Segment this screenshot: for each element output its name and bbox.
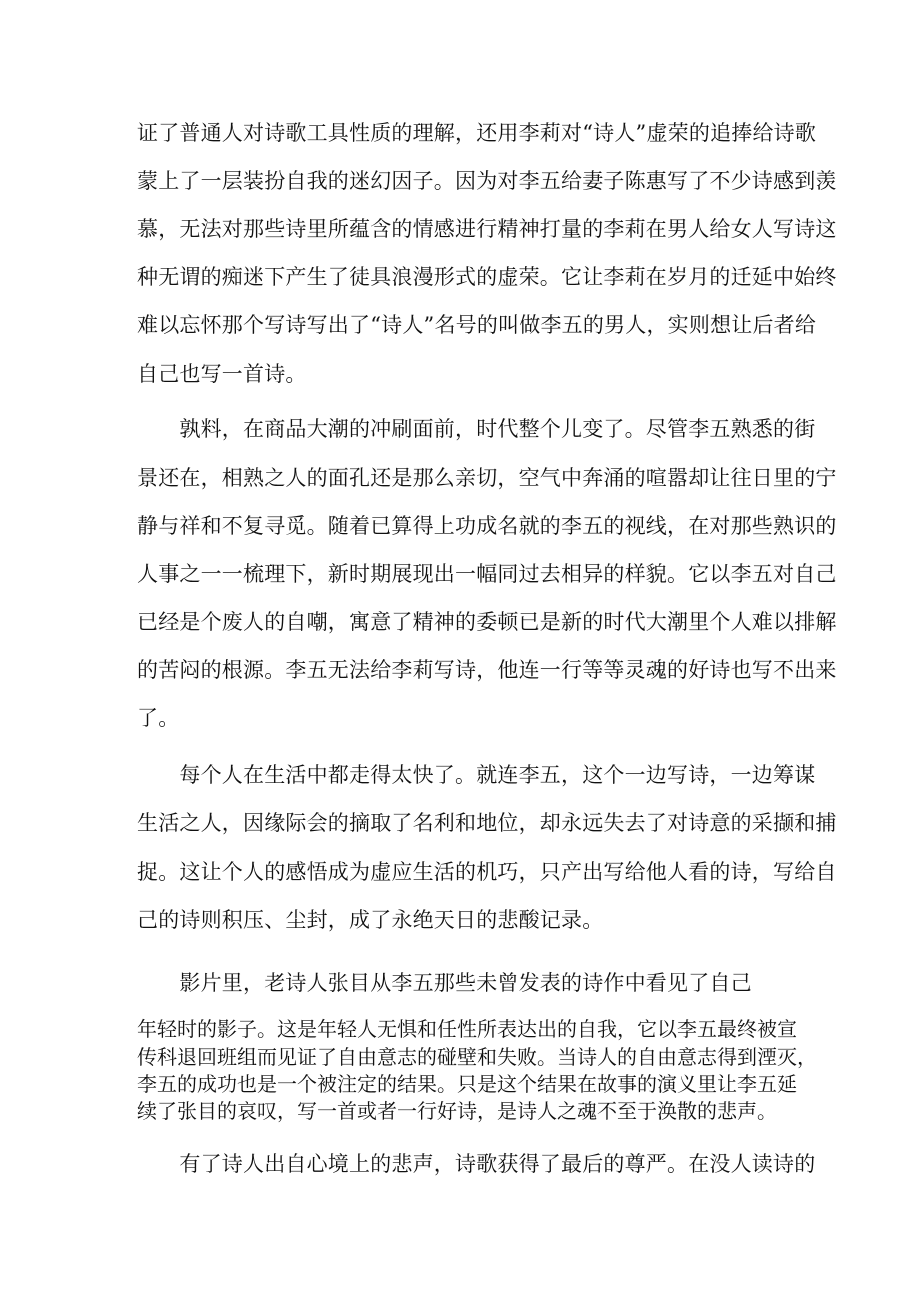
text-line: 生活之人，因缘际会的摘取了名利和地位，却永远失去了对诗意的采撷和捕 (137, 811, 837, 835)
text-line: 蒙上了一层装扮自我的迷幻因子。因为对李五给妻子陈惠写了不少诗感到羡 (137, 169, 837, 193)
text-line: 的苦闷的根源。李五无法给李莉写诗，他连一行等等灵魂的好诗也写不出来 (137, 658, 837, 682)
text-line: 人事之一一梳理下，新时期展现出一幅同过去相异的样貌。它以李五对自己 (137, 562, 837, 586)
text-line: 年轻时的影子。这是年轻人无惧和任性所表达出的自我，它以李五最终被宣 (137, 1017, 797, 1041)
text-line: 孰料，在商品大潮的冲刷面前，时代整个儿变了。尽管李五熟悉的街 (137, 417, 816, 441)
text-line: 己的诗则积压、尘封，成了永绝天日的悲酸记录。 (137, 908, 604, 932)
text-line: 证了普通人对诗歌工具性质的理解，还用李莉对“诗人”虚荣的追捧给诗歌 (137, 121, 817, 145)
text-line: 每个人在生活中都走得太快了。就连李五，这个一边写诗，一边筹谋 (137, 763, 816, 787)
text-line: 捉。这让个人的感悟成为虚应生活的机巧，只产出写给他人看的诗，写给自 (137, 860, 837, 884)
text-line: 续了张目的哀叹，写一首或者一行好诗，是诗人之魂不至于涣散的悲声。 (137, 1099, 777, 1123)
text-line: 种无谓的痴迷下产生了徒具浪漫形式的虚荣。它让李莉在岁月的迁延中始终 (137, 265, 837, 289)
text-line: 李五的成功也是一个被注定的结果。只是这个结果在故事的演义里让李五延 (137, 1072, 797, 1096)
text-line: 已经是个废人的自嘲，寓意了精神的委顿已是新的时代大潮里个人难以排解 (137, 610, 837, 634)
text-line: 静与祥和不复寻觅。随着已算得上功成名就的李五的视线，在对那些熟识的 (137, 514, 837, 538)
text-line: 影片里，老诗人张目从李五那些未曾发表的诗作中看见了自己 (137, 971, 752, 995)
text-line: 慕，无法对那些诗里所蕴含的情感进行精神打量的李莉在男人给女人写诗这 (137, 217, 837, 241)
text-line: 自己也写一首诗。 (137, 362, 307, 386)
text-line: 难以忘怀那个写诗写出了“诗人”名号的叫做李五的男人，实则想让后者给 (137, 313, 817, 337)
text-line: 景还在，相熟之人的面孔还是那么亲切，空气中奔涌的喧嚣却让往日里的宁 (137, 466, 837, 490)
text-line: 传科退回班组而见证了自由意志的碰壁和失败。当诗人的自由意志得到湮灭， (137, 1045, 817, 1069)
text-line: 有了诗人出自心境上的悲声，诗歌获得了最后的尊严。在没人读诗的 (137, 1152, 816, 1176)
text-line: 了。 (137, 706, 180, 730)
